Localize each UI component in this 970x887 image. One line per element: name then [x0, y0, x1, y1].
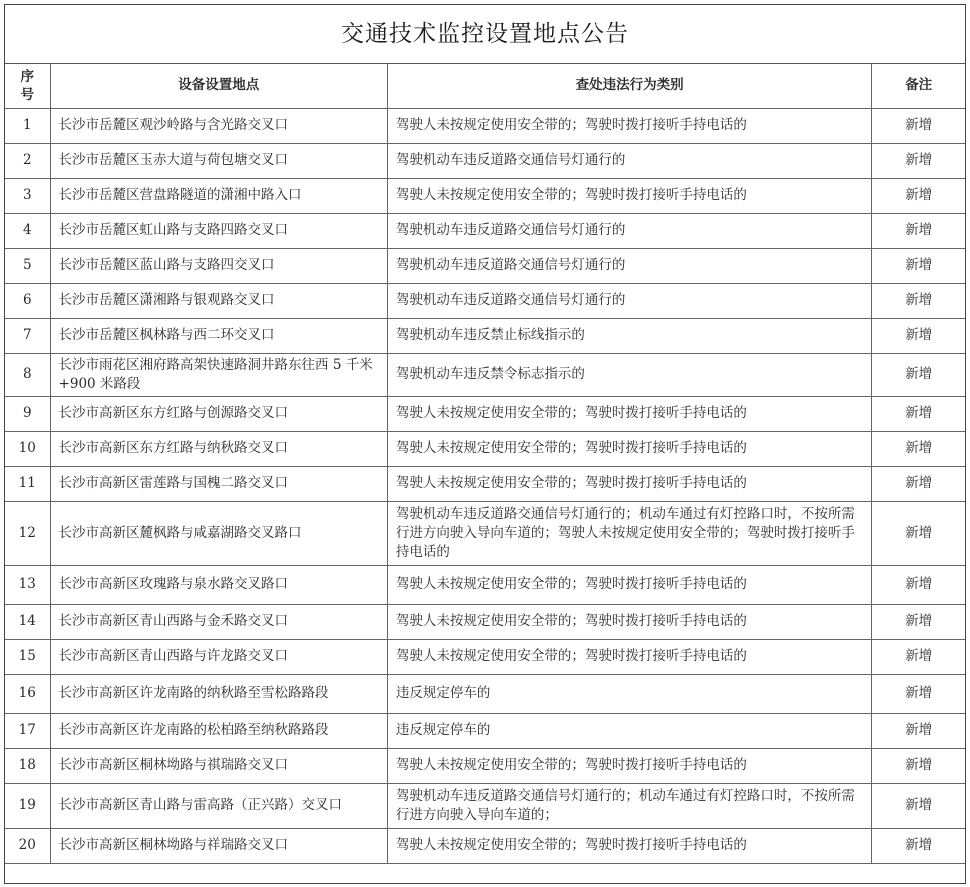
- location-cell: 长沙市岳麓区潇湘路与银观路交叉口: [50, 283, 387, 318]
- row-number: 9: [5, 396, 50, 431]
- row-number: 15: [5, 639, 50, 674]
- row-number: 16: [5, 674, 50, 713]
- table-row: [5, 213, 965, 248]
- table-row: [5, 178, 965, 213]
- table-row: [5, 108, 965, 143]
- location-cell: 长沙市雨花区湘府路高架快速路洞井路东往西 5 千米+900 米路段: [50, 353, 387, 396]
- row-number: 12: [5, 501, 50, 565]
- remark-cell: 新增: [872, 713, 965, 748]
- location-cell: 长沙市高新区桐林坳路与祥瑞路交叉口: [50, 828, 387, 863]
- table-row: [5, 248, 965, 283]
- location-cell: 长沙市高新区桐林坳路与祺瑞路交叉口: [50, 748, 387, 783]
- remark-cell: 新增: [872, 748, 965, 783]
- location-cell: 长沙市高新区青山西路与许龙路交叉口: [50, 639, 387, 674]
- row-number: 20: [5, 828, 50, 863]
- table-body: [5, 108, 965, 863]
- location-cell: 长沙市高新区青山西路与金禾路交叉口: [50, 604, 387, 639]
- violation-cell: 驾驶机动车违反道路交通信号灯通行的: [387, 213, 872, 248]
- violation-cell: 驾驶机动车违反道路交通信号灯通行的；机动车通过有灯控路口时，不按所需行进方向驶入导向车道的；驾驶人未按规定使用安全带的；驾驶时拨打接听手持电话的: [387, 501, 872, 565]
- remark-cell: 新增: [872, 639, 965, 674]
- violation-cell: 违反规定停车的: [387, 713, 872, 748]
- violation-cell: 驾驶人未按规定使用安全带的；驾驶时拨打接听手持电话的: [387, 396, 872, 431]
- location-cell: 长沙市高新区玫瑰路与泉水路交叉路口: [50, 565, 387, 604]
- table-row: [5, 748, 965, 783]
- location-cell: 长沙市高新区雷莲路与国槐二路交叉口: [50, 466, 387, 501]
- row-number: 4: [5, 213, 50, 248]
- header-seq-line1: 序: [20, 68, 35, 85]
- remark-cell: 新增: [872, 466, 965, 501]
- violation-cell: 驾驶人未按规定使用安全带的；驾驶时拨打接听手持电话的: [387, 466, 872, 501]
- violation-cell: 驾驶人未按规定使用安全带的；驾驶时拨打接听手持电话的: [387, 178, 872, 213]
- row-number: 2: [5, 143, 50, 178]
- table-row: [5, 783, 965, 828]
- violation-cell: 驾驶机动车违反道路交通信号灯通行的；机动车通过有灯控路口时，不按所需行进方向驶入导向车道的；: [387, 783, 872, 828]
- location-cell: 长沙市高新区青山路与雷高路（正兴路）交叉口: [50, 783, 387, 828]
- header-seq-line2: 号: [20, 86, 35, 103]
- remark-cell: 新增: [872, 431, 965, 466]
- announcement-document: [4, 4, 966, 884]
- table-row: [5, 828, 965, 863]
- row-number: 6: [5, 283, 50, 318]
- header-location: 设备设置地点: [50, 64, 387, 108]
- row-number: 5: [5, 248, 50, 283]
- table-row: [5, 318, 965, 353]
- table-row: [5, 283, 965, 318]
- remark-cell: 新增: [872, 674, 965, 713]
- header-seq: [5, 64, 50, 108]
- location-cell: 长沙市岳麓区营盘路隧道的潇湘中路入口: [50, 178, 387, 213]
- violation-cell: 驾驶机动车违反禁令标志指示的: [387, 353, 872, 396]
- table-row: [5, 396, 965, 431]
- remark-cell: 新增: [872, 828, 965, 863]
- remark-cell: 新增: [872, 396, 965, 431]
- violation-cell: 驾驶机动车违反道路交通信号灯通行的: [387, 143, 872, 178]
- table-row: [5, 353, 965, 396]
- remark-cell: 新增: [872, 248, 965, 283]
- table-row: [5, 501, 965, 565]
- row-number: 8: [5, 353, 50, 396]
- remark-cell: 新增: [872, 565, 965, 604]
- remark-cell: 新增: [872, 283, 965, 318]
- violation-cell: 驾驶人未按规定使用安全带的；驾驶时拨打接听手持电话的: [387, 828, 872, 863]
- table-row: [5, 466, 965, 501]
- row-number: 7: [5, 318, 50, 353]
- remark-cell: 新增: [872, 108, 965, 143]
- location-cell: 长沙市岳麓区虹山路与支路四路交叉口: [50, 213, 387, 248]
- row-number: 13: [5, 565, 50, 604]
- location-cell: 长沙市岳麓区枫林路与西二环交叉口: [50, 318, 387, 353]
- remark-cell: 新增: [872, 604, 965, 639]
- violation-cell: 驾驶人未按规定使用安全带的；驾驶时拨打接听手持电话的: [387, 639, 872, 674]
- violation-cell: 驾驶人未按规定使用安全带的；驾驶时拨打接听手持电话的: [387, 565, 872, 604]
- table-row: [5, 565, 965, 604]
- row-number: 1: [5, 108, 50, 143]
- location-cell: 长沙市高新区东方红路与纳秋路交叉口: [50, 431, 387, 466]
- violation-cell: 违反规定停车的: [387, 674, 872, 713]
- remark-cell: 新增: [872, 353, 965, 396]
- table-row: [5, 431, 965, 466]
- remark-cell: 新增: [872, 501, 965, 565]
- table-row: [5, 674, 965, 713]
- violation-cell: 驾驶机动车违反禁止标线指示的: [387, 318, 872, 353]
- row-number: 14: [5, 604, 50, 639]
- table-row: [5, 713, 965, 748]
- violation-cell: 驾驶机动车违反道路交通信号灯通行的: [387, 283, 872, 318]
- remark-cell: 新增: [872, 318, 965, 353]
- location-cell: 长沙市高新区东方红路与创源路交叉口: [50, 396, 387, 431]
- header-remark: 备注: [872, 64, 965, 108]
- violation-cell: 驾驶机动车违反道路交通信号灯通行的: [387, 248, 872, 283]
- violation-cell: 驾驶人未按规定使用安全带的；驾驶时拨打接听手持电话的: [387, 431, 872, 466]
- location-cell: 长沙市岳麓区玉赤大道与荷包塘交叉口: [50, 143, 387, 178]
- remark-cell: 新增: [872, 213, 965, 248]
- remark-cell: 新增: [872, 178, 965, 213]
- header-violation: 查处违法行为类别: [387, 64, 872, 108]
- location-cell: 长沙市高新区许龙南路的纳秋路至雪松路路段: [50, 674, 387, 713]
- violation-cell: 驾驶人未按规定使用安全带的；驾驶时拨打接听手持电话的: [387, 604, 872, 639]
- table-header-row: [5, 64, 965, 108]
- location-cell: 长沙市岳麓区蓝山路与支路四交叉口: [50, 248, 387, 283]
- remark-cell: 新增: [872, 143, 965, 178]
- violation-cell: 驾驶人未按规定使用安全带的；驾驶时拨打接听手持电话的: [387, 108, 872, 143]
- location-cell: 长沙市高新区麓枫路与咸嘉湖路交叉路口: [50, 501, 387, 565]
- table-row: [5, 604, 965, 639]
- row-number: 18: [5, 748, 50, 783]
- remark-cell: 新增: [872, 783, 965, 828]
- row-number: 3: [5, 178, 50, 213]
- row-number: 11: [5, 466, 50, 501]
- violation-cell: 驾驶人未按规定使用安全带的；驾驶时拨打接听手持电话的: [387, 748, 872, 783]
- row-number: 17: [5, 713, 50, 748]
- location-cell: 长沙市高新区许龙南路的松柏路至纳秋路路段: [50, 713, 387, 748]
- table-row: [5, 143, 965, 178]
- locations-table: [5, 64, 965, 864]
- table-row: [5, 639, 965, 674]
- location-cell: 长沙市岳麓区观沙岭路与含光路交叉口: [50, 108, 387, 143]
- row-number: 10: [5, 431, 50, 466]
- document-title: 交通技术监控设置地点公告: [5, 5, 965, 64]
- row-number: 19: [5, 783, 50, 828]
